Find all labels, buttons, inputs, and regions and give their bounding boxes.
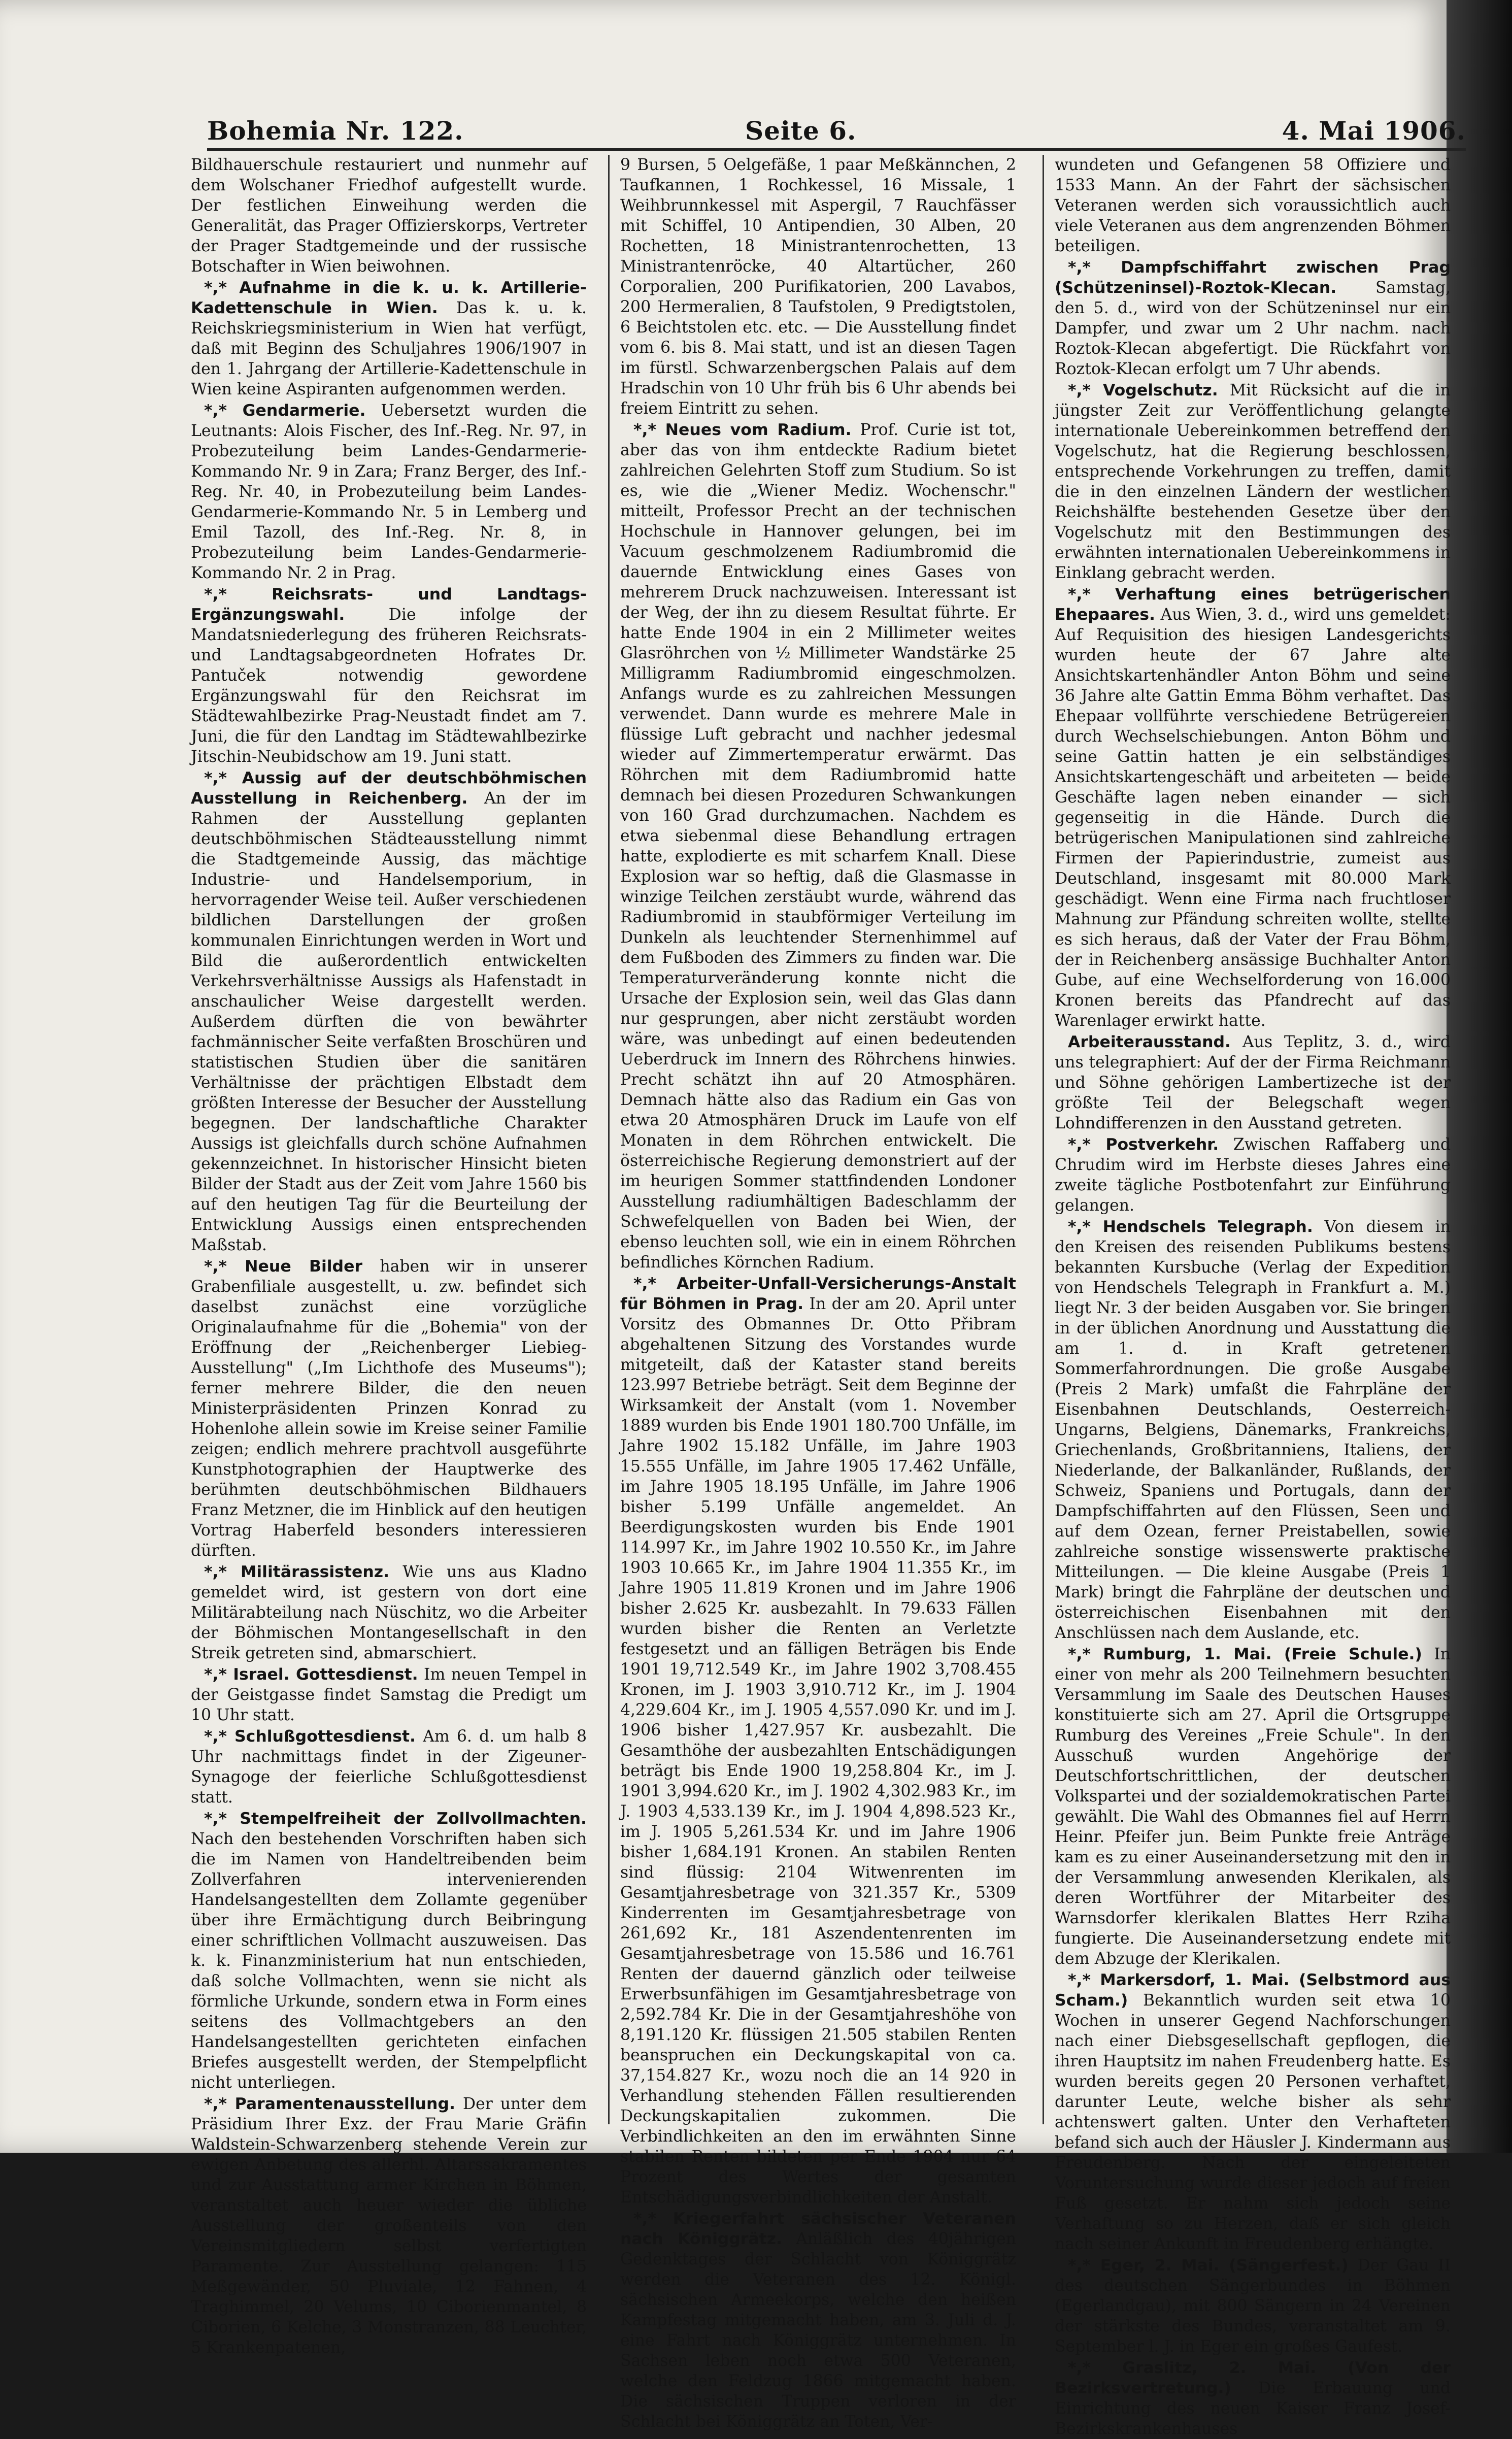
- article-headline: *,* Reichsrats- und Landtags-Ergänzungswahl.: [191, 585, 587, 624]
- text-column-1: [191, 155, 587, 2357]
- article-headline: *,* Postverkehr.: [1068, 1135, 1219, 1154]
- article-paragraph: [1055, 380, 1451, 583]
- page-header: [207, 113, 1466, 151]
- article-body: Aus Wien, 3. d., wird uns gemeldet: Auf Requisition des hiesigen Landesgerichts wurden heute der 67 Jahre alte Ansichtskartenhändler Anton Böhm und seine 36 Jahre alte Gattin Emma Böhm verhaftet. Das Ehepaar vollführte verschiedene Betrügereien durch Wechselschiebungen. Anton Böhm und seine Gattin hatten je ein selbständiges Ansichtskartengeschäft und arbeiteten — beide Geschäfte lagen neben einander — sich gegenseitig in die Hände. Durch die betrügerischen Manipulationen sind zahlreiche Firmen der Papierindustrie, zumeist aus Deutschland, insgesamt mit 80.000 Mark geschädigt. Wenn eine Firma nach fruchtloser Mahnung zur Pfändung schreiten wollte, stellte es sich heraus, daß der Vater der Frau Böhm, der in Reichenberg ansässige Buchhalter Anton Gube, auf eine Wechselforderung von 16.000 Kronen bereits das Pfandrecht auf das Warenlager erwirkt hatte.: [1055, 606, 1451, 1030]
- article-paragraph: [1055, 155, 1451, 256]
- article-paragraph: [191, 400, 587, 583]
- article-body: 9 Bursen, 5 Oelgefäße, 1 paar Meßkännchen, 2 Taufkannen, 1 Rochkessel, 16 Missale, 1 Weihbrunnkessel mit Aspergil, 7 Rauchfässer mit Schiffel, 10 Antipendien, 30 Alben, 20 Rochetten, 18 Ministrantenrochetten, 13 Ministrantenröcke, 40 Altartücher, 260 Corporalien, 200 Purifikatorien, 200 Lavabos, 200 Hermeralien, 8 Taufstolen, 9 Predigtstolen, 6 Beichtstolen etc. etc. — Die Ausstellung findet vom 6. bis 8. Mai statt, und ist an diesen Tagen im fürstl. Schwarzenbergschen Palais auf dem Hradschin von 10 Uhr früh bis 6 Uhr abends bei freiem Eintritt zu sehen.: [620, 156, 1016, 418]
- article-body: Uebersetzt wurden die Leutnants: Alois Fischer, des Inf.-Reg. Nr. 97, in Probezuteilung beim Landes-Gendarmerie-Kommando Nr. 9 in Zara; Franz Berger, des Inf.-Reg. Nr. 40, in Probezuteilung beim Landes-Gendarmerie-Kommando Nr. 5 in Lemberg und Emil Tazoll, des Inf.-Reg. Nr. 8, in Probezuteilung beim Landes-Gendarmerie-Kommando Nr. 2 in Prag.: [191, 402, 587, 582]
- article-headline: Arbeiterausstand.: [1068, 1033, 1231, 1051]
- article-paragraph: [191, 1562, 587, 1663]
- article-paragraph: [1055, 1644, 1451, 1969]
- article-headline: *,* Aufnahme in die k. u. k. Artillerie-Kadettenschule in Wien.: [191, 279, 587, 317]
- article-paragraph: [620, 155, 1016, 419]
- article-paragraph: [191, 1664, 587, 1725]
- article-headline: *,* Kriegerfahrt sächsischer Veteranen nach Königgrätz.: [620, 2210, 1016, 2248]
- article-paragraph: [1055, 1217, 1451, 1643]
- article-paragraph: [1055, 2358, 1451, 2439]
- article-body: Von diesem in den Kreisen des reisenden Publikums bestens bekannten Kursbuche (Verlag der Expedition von Hendschels Telegraph in Frankfurt a. M.) liegt Nr. 3 der beiden Ausgaben vor. Sie bringen in der üblichen Anordnung und Ausstattung die am 1. d. in Kraft getretenen Sommerfahrordnungen. Die große Ausgabe (Preis 2 Mark) umfaßt die Fahrpläne der Eisenbahnen Deutschlands, Oesterreich-Ungarns, Belgiens, Dänemarks, Frankreichs, Griechenlands, Großbritanniens, Italiens, der Niederlande, der Balkanländer, Rußlands, der Schweiz, Spaniens und Portugals, dann der Dampfschiffahrten auf den Flüssen, Seen und auf dem Ozean, ferner Preistabellen, sowie zahlreiche sonstige wissenswerte praktische Mitteilungen. — Die kleine Ausgabe (Preis 1 Mark) bringt die Fahrpläne der deutschen und österreichischen Eisenbahnen mit den Anschlüssen nach dem Auslande, etc.: [1055, 1218, 1451, 1642]
- article-headline: *,* Graslitz, 2. Mai. (Von der Bezirksvertretung.): [1055, 2359, 1451, 2397]
- article-headline: *,* Militärassistenz.: [204, 1563, 390, 1581]
- article-headline: *,* Rumburg, 1. Mai. (Freie Schule.): [1068, 1645, 1422, 1663]
- page-edge-shadow: [1447, 0, 1512, 2153]
- article-body: Bildhauerschule restauriert und nunmehr auf dem Wolschaner Friedhof aufgestellt wurde. Der festlichen Einweihung werden die Generalität, das Prager Offizierskorps, Vertreter der Prager Stadtgemeinde und der russische Botschafter in Wien beiwohnen.: [191, 156, 587, 276]
- article-paragraph: [191, 1256, 587, 1561]
- article-paragraph: [620, 1274, 1016, 2208]
- article-paragraph: [620, 420, 1016, 1273]
- column-rule: [608, 155, 610, 2124]
- article-headline: *,* Israel. Gottesdienst.: [204, 1665, 418, 1684]
- text-column-2: [620, 155, 1017, 2431]
- article-body: In einer von mehr als 200 Teilnehmern besuchten Versammlung im Saale des Deutschen Hauses konstituierte sich am 27. April die Ortsgruppe Rumburg des Vereines „Freie Schule". In den Ausschuß wurden Angehörige der Deutschfortschrittlichen, der deutschen Volkspartei und der sozialdemokratischen Partei gewählt. Die Wahl des Obmannes fiel auf Herrn Heinr. Pfeifer jun. Beim Punkte freie Anträge kam es zu einer Auseinandersetzung mit den in der Versammlung anwesenden Klerikalen, als deren Wortführer der Mitarbeiter des Warnsdorfer klerikalen Blattes Herr Rziha fungierte. Die Auseinandersetzung endete mit dem Abzuge der Klerikalen.: [1055, 1645, 1451, 1968]
- article-headline: *,* Eger, 2. Mai. (Sängerfest.): [1068, 2256, 1349, 2275]
- article-body: Im neuen Tempel in der Geistgasse findet Samstag die Predigt um 10 Uhr statt.: [191, 1665, 587, 1724]
- article-headline: *,* Arbeiter-Unfall-Versicherungs-Anstalt für Böhmen in Prag.: [620, 1275, 1016, 1313]
- article-body: Das k. u. k. Reichskriegsministerium in Wien hat verfügt, daß mit Beginn des Schuljahres 1906/1907 in den 1. Jahrgang der Artillerie-Kadettenschule in Wien keine Aspiranten aufgenommen werden.: [191, 299, 587, 398]
- article-body: wundeten und Gefangenen 58 Offiziere und 1533 Mann. An der Fahrt der sächsischen Veteranen werden sich voraussichtlich auch viele Veteranen aus dem angrenzenden Böhmen beteiligen.: [1055, 156, 1451, 255]
- article-paragraph: [1055, 257, 1451, 379]
- article-headline: *,* Stempelfreiheit der Zollvollmachten.: [204, 1810, 587, 1828]
- issue-date: 4. Mai 1906.: [1282, 116, 1466, 146]
- article-paragraph: [620, 2209, 1016, 2432]
- article-headline: *,* Verhaftung eines betrügerischen Ehepaares.: [1055, 585, 1451, 624]
- article-headline: *,* Vogelschutz.: [1068, 381, 1218, 399]
- article-body: Der unter dem Präsidium Ihrer Exz. der Frau Marie Gräfin Waldstein-Schwarzenberg stehende Verein zur ewigen Anbetung des allerhl. Altarssakramentes und zur Ausstattung armer Kirchen in Böhmen, veranstaltet auch heuer wieder die übliche Ausstellung der großenteils von den Vereinsmitgliedern selbst verfertigten Paramente. Zur Ausstellung gelangen: 115 Meßgewänder, 50 Pluviale, 12 Fahnen, 4 Traghimmel, 20 Velums, 10 Ciborienmantel, 8 Ciborien, 6 Kelche, 3 Monstranzen, 88 Leuchter, 5 Krankenpatenen,: [191, 2095, 587, 2357]
- article-paragraph: [191, 155, 587, 277]
- article-body: Nach den bestehenden Vorschriften haben sich die im Namen von Handeltreibenden beim Zollverfahren intervenierenden Handelsangestellten dem Zollamte gegenüber über ihre Ermächtigung durch Beibringung einer schriftlichen Vollmacht auszuweisen. Das k. k. Finanzministerium hat nun entschieden, daß solche Vollmachten, wenn sie nicht als förmliche Urkunde, sondern etwa in Form eines seitens des Vollmachtgebers an den Handelsangestellten gerichteten einfachen Briefes ausgestellt werden, der Stempelpflicht nicht unterliegen.: [191, 1830, 587, 2092]
- article-body: Prof. Curie ist tot, aber das von ihm entdeckte Radium bietet zahlreichen Gelehrten Stoff zum Studium. So ist es, wie die „Wiener Mediz. Wochenschr." mitteilt, Professor Precht an der technischen Hochschule in Hannover gelungen, bei im Vacuum geschmolzenem Radiumbromid die dauernde Entwicklung eines Gases von mehrerem Druck nachzuweisen. Interessant ist der Weg, der ihn zu diesem Resultat führte. Er hatte Ende 1904 in ein 2 Millimeter weites Glasröhrchen von ½ Millimeter Wandstärke 25 Milligramm Radiumbromid eingeschmolzen. Anfangs wurde es zu zahlreichen Messungen verwendet. Dann wurde es mehrere Male in flüssige Luft gebracht und nachher jedesmal wieder auf Zimmertemperatur erwärmt. Das Röhrchen mit dem Radiumbromid hatte demnach bei diesen Prozeduren Schwankungen von 160 Grad durchzumachen. Nachdem es etwa siebenmal diese Behandlung ertragen hatte, explodierte es mit scharfem Knall. Diese Explosion war so heftig, daß die Glasmasse in winzige Teilchen zerstäubt wurde, während das Radiumbromid in staubförmiger Verteilung im Dunkeln als leuchtender Sternenhimmel auf dem Fußboden des Zimmers zu finden war. Die Temperaturveränderung konnte nicht die Ursache der Explosion sein, weil das Glas dann nur gesprungen, aber nicht zerstäubt worden wäre, was unbedingt auf einen bedeutenden Ueberdruck im Innern des Röhrchens hinwies. Precht schätzt ihn auf 20 Atmosphären. Demnach hätte also das Radium ein Gas von etwa 20 Atmosphären Druck im Laufe von elf Monaten in dem Röhrchen entwickelt. Die österreichische Regierung demonstriert auf der im heurigen Sommer stattfindenden Londoner Ausstellung radiumhältigen Badeschlamm der Schwefelquellen von Baden bei Wien, der ebenso leuchten soll, wie ein in einem Röhrchen befindliches Körnchen Radium.: [620, 421, 1016, 1272]
- article-paragraph: [1055, 2255, 1451, 2357]
- article-headline: *,* Schlußgottesdienst.: [204, 1727, 416, 1746]
- article-headline: *,* Neue Bilder: [204, 1257, 363, 1276]
- article-body: In der am 20. April unter Vorsitz des Obmannes Dr. Otto Přibram abgehaltenen Sitzung des Vorstandes wurde mitgeteilt, daß der Kataster stand bereits 123.997 Betriebe beträgt. Seit dem Beginne der Wirksamkeit der Anstalt (vom 1. November 1889 wurden bis Ende 1901 180.700 Unfälle, im Jahre 1902 15.182 Unfälle, im Jahre 1903 15.555 Unfälle, im Jahre 1905 17.462 Unfälle, im Jahre 1905 18.195 Unfälle, im Jahre 1906 bisher 5.199 Unfälle angemeldet. An Beerdigungskosten wurden bis Ende 1901 114.997 Kr., im Jahre 1902 10.550 Kr., im Jahre 1903 10.665 Kr., im Jahre 1904 11.355 Kr., im Jahre 1905 11.819 Kronen und im Jahre 1906 bisher 2.625 Kr. ausbezahlt. In 79.633 Fällen wurden bisher die Renten an Verletzte festgesetzt und an fälligen Beträgen bis Ende 1901 19,712.549 Kr., im Jahre 1902 3,708.455 Kronen, im J. 1903 3,910.712 Kr., im J. 1904 4,229.604 Kr., im J. 1905 4,557.090 Kr. und im J. 1906 bisher 1,427.957 Kr. ausbezahlt. Die Gesamthöhe der ausbezahlten Entschädigungen beträgt bis Ende 1900 19,258.804 Kr., im J. 1901 3,994.620 Kr., im J. 1902 4,302.983 Kr., im J. 1903 4,533.139 Kr., im J. 1904 4,898.523 Kr., im J. 1905 5,261.534 Kr. und im Jahre 1906 bisher 1,684.191 Kronen. An stabilen Renten sind flüssig: 2104 Witwenrenten im Gesamtjahresbetrage von 321.357 Kr., 5309 Kinderrenten im Gesamtjahresbetrage von 261,692 Kr., 181 Aszendentenrenten im Gesamtjahresbetrage von 15.586 und 16.761 Renten der dauernd gänzlich oder teilweise Erwerbsunfähigen im Gesamtjahresbetrage von 2,592.784 Kr. Die in der Gesamtjahreshöhe von 8,191.120 Kr. flüssigen 21.505 stabilen Renten beanspruchen ein Deckungskapital von ca. 37,154.827 Kr., wozu noch die an 14 920 in Verhandlung stehenden Fällen resultierenden Deckungskapitalien zukommen. Die Verbindlichkeiten an den im erwähnten Sinne stabilen Renten bildeten per Ende 1904 nur 64 Prozent des Wertes der gesamten Entschädigungsverbindlichkeiten der Anstalt.: [620, 1295, 1016, 2207]
- article-body: Die Erbauung und Einrichtung des neuen Kaiser Franz Josef-Bezirkskrankenhauses: [1055, 2379, 1451, 2438]
- article-body: haben wir in unserer Grabenfiliale ausgestellt, u. zw. befindet sich daselbst zunächst eine vorzügliche Originalaufnahme für die „Bohemia" von der Eröffnung der „Reichenberger Liebieg-Ausstellung" („Im Lichthofe des Museums"); ferner mehrere Bilder, die den neuen Ministerpräsidenten Prinzen Konrad zu Hohenlohe allein sowie im Kreise seiner Familie zeigen; endlich mehrere prachtvoll ausgeführte Kunstphotographien der Hauptwerke des berühmten deutschböhmischen Bildhauers Franz Metzner, die im Hinblick auf den heutigen Vortrag Haberfeld besonders interessieren dürften.: [191, 1257, 587, 1560]
- article-paragraph: [191, 768, 587, 1255]
- article-headline: *,* Aussig auf der deutschböhmischen Ausstellung in Reichenberg.: [191, 769, 587, 808]
- article-headline: *,* Gendarmerie.: [204, 402, 366, 420]
- article-paragraph: [191, 278, 587, 399]
- article-body: Der Gau II des deutschen Sängerbundes in Böhmen (Egerlandgau), mit 800 Sängern in 24 Vereinen der stärkste des Bundes, veranstaltet am 9. September l. J. in Eger ein großes Gaufest.: [1055, 2256, 1451, 2356]
- page-number: Seite 6.: [745, 116, 857, 146]
- article-body: Mit Rücksicht auf die in jüngster Zeit zur Veröffentlichung gelangte internationale Uebereinkommen betreffend den Vogelschutz, hat die Regierung beschlossen, entsprechende Vorkehrungen zu treffen, damit die in den einzelnen Ländern der westlichen Reichshälfte bestehenden Gesetze über den Vogelschutz mit den Bestimmungen des erwähnten internationalen Uebereinkommens in Einklang gebracht werden.: [1055, 381, 1451, 582]
- article-paragraph: [191, 1726, 587, 1808]
- article-paragraph: [191, 584, 587, 767]
- column-rule: [1043, 155, 1044, 2124]
- article-paragraph: [191, 1809, 587, 2093]
- article-headline: *,* Hendschels Telegraph.: [1068, 1218, 1313, 1236]
- article-paragraph: [191, 2094, 587, 2358]
- article-body: Die infolge der Mandatsniederlegung des früheren Reichsrats- und Landtagsabgeordneten Hofrates Dr. Pantuček notwendig gewordene Ergänzungswahl für den Reichsrat im Städtewahlbezirke Prag-Neustadt findet am 7. Juni, die für den Landtag im Städtewahlbezirke Jitschin-Neubidschow am 19. Juni statt.: [191, 606, 587, 766]
- article-body: Zwischen Raffaberg und Chrudim wird im Herbste dieses Jahres eine zweite tägliche Postbotenfahrt zur Einführung gelangen.: [1055, 1135, 1451, 1215]
- article-paragraph: [1055, 1970, 1451, 2254]
- article-body: Samstag, den 5. d., wird von der Schützeninsel nur ein Dampfer, und zwar um 2 Uhr nachm. nach Roztok-Klecan abgefertigt. Die Rückfahrt von Roztok-Klecan erfolgt um 7 Uhr abends.: [1055, 279, 1451, 378]
- article-body: Anläßlich des 40jährigen Gedenktages der Schlacht von Königgrätz werden die Veteranen des 12. Königl. sächsischen Armeekorps, welche den heißen Kampfestag mitgemacht haben, am 3. Juli d. J. eine Fahrt nach Königgrätz unternehmen. In Sachsen leben noch etwa 500 Veteranen, welche den Feldzug 1866 mitgemacht haben. Die sächsischen Truppen verloren in der Schlacht bei Königgrätz an Toten, Ver-: [620, 2230, 1017, 2431]
- article-body: An der im Rahmen der Ausstellung geplanten deutschböhmischen Städteausstellung nimmt die Stadtgemeinde Aussig, das mächtige Industrie- und Handelsemporium, in hervorragender Weise teil. Außer verschiedenen bildlichen Darstellungen der großen kommunalen Einrichtungen werden in Wort und Bild die außerordentlich entwickelten Verkehrsverhältnisse Aussigs als Hafenstadt in anschaulicher Weise dargestellt werden. Außerdem dürften die von bewährter fachmännischer Seite verfaßten Broschüren und statistischen Studien über die sanitären Verhältnisse der prächtigen Elbstadt dem größten Interesse der Besucher der Ausstellung begegnen. Der landschaftliche Charakter Aussigs ist gleichfalls durch schöne Aufnahmen gekennzeichnet. In historischer Hinsicht bieten Bilder der Stadt aus der Zeit vom Jahre 1560 bis auf den heutigen Tag für die Beurteilung der Entwicklung Aussigs einen entsprechenden Maßstab.: [191, 789, 587, 1254]
- article-body: Wie uns aus Kladno gemeldet wird, ist gestern von dort eine Militärabteilung nach Nüschitz, wo die Arbeiter der Böhmischen Montangesellschaft in den Streik getreten sind, abmarschiert.: [191, 1563, 587, 1662]
- article-headline: *,* Markersdorf, 1. Mai. (Selbstmord aus Scham.): [1055, 1971, 1451, 2010]
- text-column-3: [1055, 155, 1451, 2438]
- article-paragraph: [1055, 1032, 1451, 1133]
- article-headline: *,* Dampfschiffahrt zwischen Prag (Schützeninsel)-Roztok-Klecan.: [1055, 258, 1451, 297]
- masthead-issue: Bohemia Nr. 122.: [207, 116, 464, 146]
- article-body: Aus Teplitz, 3. d., wird uns telegraphiert: Auf der der Firma Reichmann und Söhne gehörigen Lambertizeche ist der größte Teil der Belegschaft wegen Lohndifferenzen in den Ausstand getreten.: [1055, 1033, 1451, 1132]
- article-body: Bekanntlich wurden seit etwa 10 Wochen in unserer Gegend Nachforschungen nach einer Diebsgesellschaft gepflogen, die ihren Hauptsitz im nahen Freudenberg hatte. Es wurden bereits gegen 20 Personen verhaftet, darunter Leute, welche bisher als sehr achtenswert galten. Unter den Verhafteten befand sich auch der Häusler J. Kindermann aus Freudenberg. Nach der eingeleiteten Voruntersuchung wurde dieser jedoch auf freien Fuß gesetzt. Er nahm sich jedoch seine Verhaftung so zu Herzen, daß er sich gleich nach seiner Ankunft in Freudenberg erhängte.: [1055, 1991, 1451, 2253]
- article-body: Am 6. d. um halb 8 Uhr nachmittags findet in der Zigeuner-Synagoge der feierliche Schlußgottesdienst statt.: [191, 1727, 587, 1807]
- article-headline: *,* Neues vom Radium.: [633, 421, 852, 439]
- article-paragraph: [1055, 1134, 1451, 1216]
- article-headline: *,* Paramentenausstellung.: [204, 2095, 455, 2113]
- article-paragraph: [1055, 584, 1451, 1031]
